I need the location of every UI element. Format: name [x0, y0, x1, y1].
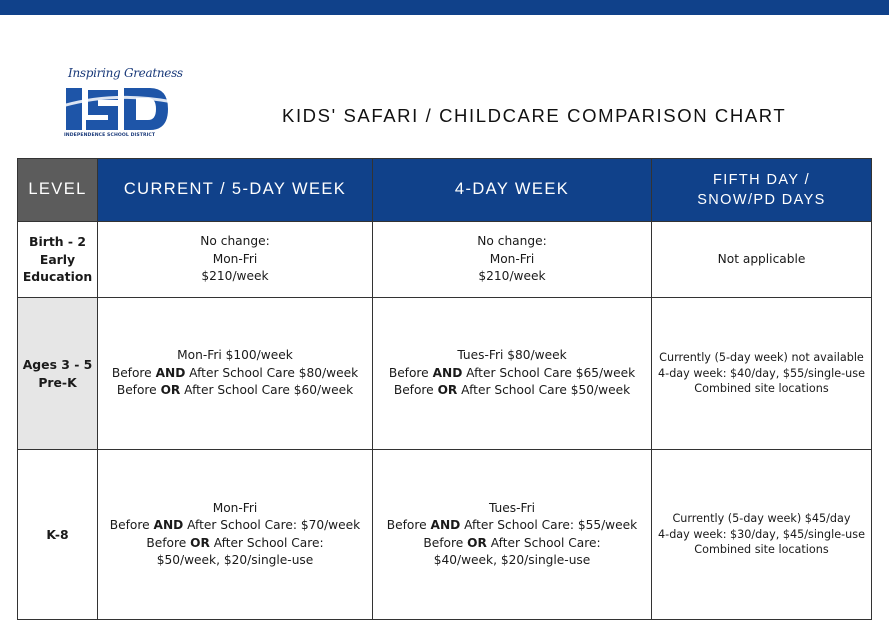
fifth-day-cell: [652, 222, 872, 298]
table-row: [18, 222, 872, 298]
cell-line: 4-day week: $40/day, $55/single-use: [658, 366, 865, 380]
cell-line: No change:: [477, 234, 547, 249]
cell-line: $210/week: [201, 269, 269, 284]
level-line: Ages 3 - 5: [22, 357, 93, 372]
cell-line: Before OR After School Care:: [146, 535, 324, 550]
header-level: LEVEL: [18, 159, 98, 222]
district-logo: [64, 64, 183, 142]
row-level-cell: [18, 298, 98, 450]
cell-line: Combined site locations: [694, 543, 829, 557]
current-week-cell: [98, 222, 373, 298]
cell-line: Before AND After School Care $65/week: [388, 365, 636, 380]
header-current: CURRENT / 5-DAY WEEK: [98, 159, 373, 222]
cell-line: Before AND After School Care: $55/week: [386, 518, 638, 532]
cell-line: No change:: [200, 234, 270, 249]
four-day-week-cell: [373, 450, 652, 620]
header-fifth-day-line-2: SNOW/PD DAYS: [697, 192, 826, 208]
fifth-day-cell: [652, 450, 872, 620]
row-level-cell: [18, 222, 98, 298]
logo-tagline: Inspiring Greatness: [68, 66, 183, 80]
table-row: [18, 298, 872, 450]
header-fifth-day: [652, 159, 872, 222]
cell-line: Mon-Fri: [489, 251, 535, 266]
cell-line: Not applicable: [717, 251, 806, 266]
cell-line: Tues-Fri: [488, 500, 536, 515]
cell-line: Before AND After School Care $80/week: [111, 365, 359, 380]
level-line: K-8: [46, 526, 69, 542]
table-row: [18, 450, 872, 620]
header-fifth-day-line-1: FIFTH DAY /: [712, 172, 811, 188]
level-line: Early: [39, 251, 76, 267]
isd-logo-mark: [64, 82, 170, 132]
page-title: KIDS' SAFARI / CHILDCARE COMPARISON CHART: [282, 105, 787, 126]
cell-line: Currently (5-day week) $45/day: [672, 512, 851, 526]
cell-line: Before OR After School Care $60/week: [116, 383, 354, 398]
table-header-row: [18, 159, 872, 222]
level-line: Pre-K: [38, 374, 77, 390]
cell-line: Before OR After School Care $50/week: [393, 383, 631, 398]
fifth-day-cell: [652, 298, 872, 450]
level-line: Birth - 2: [29, 234, 86, 250]
four-day-week-cell: [373, 298, 652, 450]
header-four-day: 4-DAY WEEK: [373, 159, 652, 222]
cell-line: Mon-Fri: [212, 500, 258, 515]
level-line: Education: [22, 269, 93, 285]
cell-line: Mon-Fri: [212, 251, 258, 266]
logo-district-name: INDEPENDENCE SCHOOL DISTRICT: [64, 133, 156, 138]
cell-line: Mon-Fri $100/week: [177, 348, 293, 363]
cell-line: 4-day week: $30/day, $45/single-use: [658, 527, 865, 541]
comparison-table: [17, 158, 872, 620]
current-week-cell: [98, 450, 373, 620]
row-level-cell: [18, 450, 98, 620]
cell-line: Combined site locations: [694, 382, 829, 396]
cell-line: Tues-Fri $80/week: [457, 348, 567, 363]
current-week-cell: [98, 298, 373, 450]
cell-line: Before AND After School Care: $70/week: [109, 518, 361, 532]
four-day-week-cell: [373, 222, 652, 298]
top-banner-bar: [0, 0, 889, 15]
cell-line: $40/week, $20/single-use: [433, 553, 591, 567]
cell-line: $210/week: [478, 269, 546, 284]
cell-line: $50/week, $20/single-use: [156, 553, 314, 567]
cell-line: Before OR After School Care:: [423, 535, 601, 550]
cell-line: Currently (5-day week) not available: [659, 351, 864, 365]
